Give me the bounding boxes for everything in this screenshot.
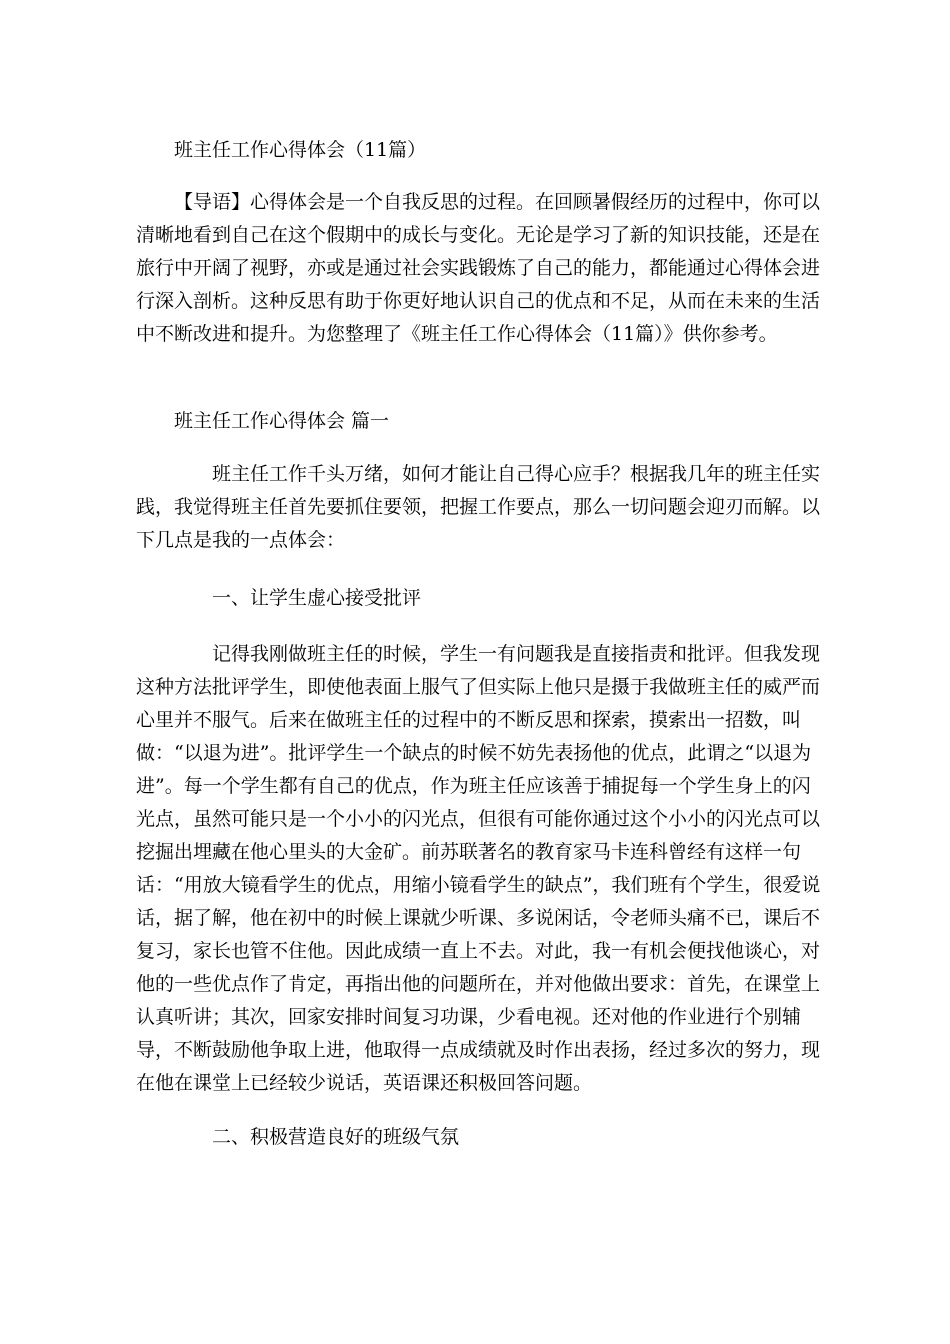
document-title: 班主任工作心得体会（11篇） [174,139,427,161]
chapter-title: 班主任工作心得体会 篇一 [174,410,390,432]
intro-paragraph: 【导语】心得体会是一个自我反思的过程。在回顾暑假经历的过程中，你可以清晰地看到自己在这个假期中的成长与变化。无论是学习了新的知识技能，还是在旅行中开阔了视野，亦或是通过社会实践锻炼了自己的能力，都能通过心得体会进行深入剖析。这种反思有助于你更好地认识自己的优点和不足，从而在未来的生活中不断改进和提升。为您整理了《班主任工作心得体会（11篇）》供你参考。 [136,191,821,345]
paragraph-criticism: 记得我刚做班主任的时候，学生一有问题我是直接指责和批评。但我发现这种方法批评学生，即使他表面上服气了但实际上他只是摄于我做班主任的威严而心里并不服气。后来在做班主任的过程中的不断反思和探索，摸索出一招数，叫做：“以退为进”。批评学生一个缺点的时候不妨先表扬他的优点，此谓之“以退为进”。每一个学生都有自己的优点，作为班主任应该善于捕捉每一个学生身上的闪光点，虽然可能只是一个小小的闪光点，但很有可能你通过这个小小的闪光点可以挖掘出埋藏在他心里头的大金矿。前苏联著名的教育家马卡连科曾经有这样一句话：“用放大镜看学生的优点，用缩小镜看学生的缺点”，我们班有个学生，很爱说话，据了解，他在初中的时候上课就少听课、多说闲话，令老师头痛不已，课后不复习，家长也管不住他。因此成绩一直上不去。对此，我一有机会便找他谈心，对他的一些优点作了肯定，再指出他的问题所在，并对他做出要求：首先，在课堂上认真听讲；其次，回家安排时间复习功课，少看电视。还对他的作业进行个别辅导，不断鼓励他争取上进，他取得一点成绩就及时作出表扬，经过多次的努力，现在他在课堂上已经较少说话，英语课还积极回答问题。 [136,643,821,1094]
section-title-1: 一、让学生虚心接受批评 [212,587,422,609]
section-title-2: 二、积极营造良好的班级气氛 [212,1126,460,1148]
paragraph-opening: 班主任工作千头万绪，如何才能让自己得心应手？根据我几年的班主任实践，我觉得班主任首先要抓住要领，把握工作要点，那么一切问题会迎刃而解。以下几点是我的一点体会： [136,463,821,551]
